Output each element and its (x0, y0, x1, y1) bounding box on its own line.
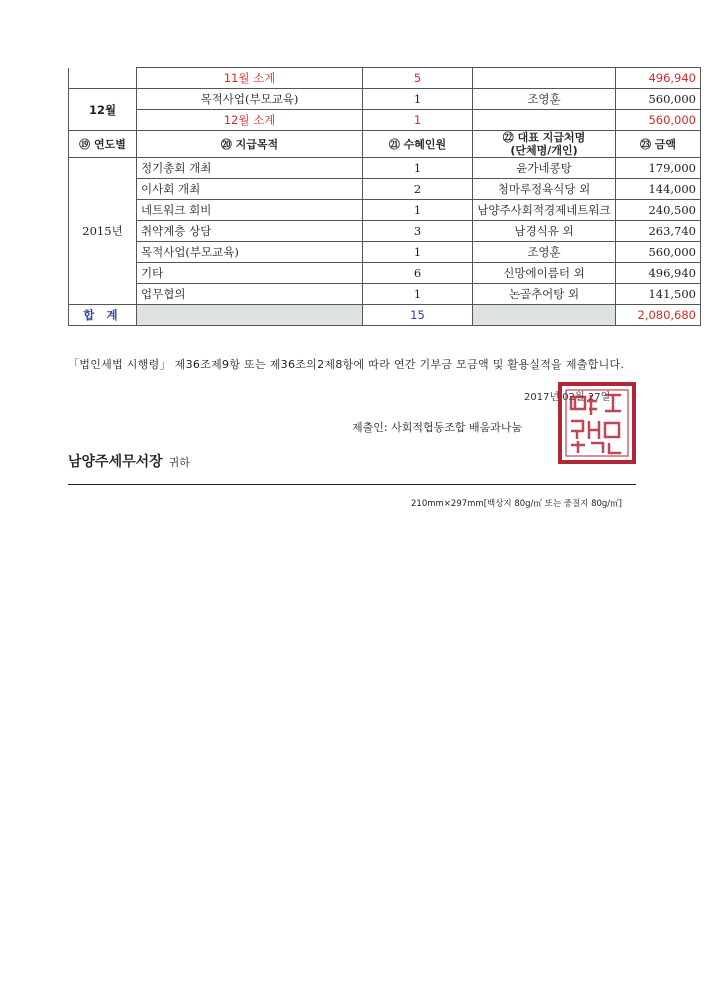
amount-cell: 560,000 (616, 89, 701, 110)
total-shaded-cell (137, 305, 363, 326)
amount-cell: 179,000 (616, 158, 701, 179)
subtotal-label: 12월 소계 (137, 110, 363, 131)
amount-cell: 496,940 (616, 263, 701, 284)
table-row (69, 200, 701, 221)
recipient-suffix: 귀하 (168, 456, 190, 469)
month-cell (69, 68, 137, 89)
seal-glyphs (571, 395, 621, 453)
purpose-cell: 취약계층 상담 (137, 221, 363, 242)
recipient-cell (473, 68, 616, 89)
count-cell: 1 (363, 110, 473, 131)
purpose-cell: 기타 (137, 263, 363, 284)
header-recipient (473, 131, 616, 158)
amount-cell: 141,500 (616, 284, 701, 305)
purpose-cell: 업무협의 (137, 284, 363, 305)
recipient-cell: 조영훈 (473, 242, 616, 263)
header-recipient-line1: ㉒ 대표 지급처명 (502, 131, 586, 144)
table-row (69, 221, 701, 242)
amount-cell: 144,000 (616, 179, 701, 200)
amount-cell: 240,500 (616, 200, 701, 221)
count-cell: 1 (363, 89, 473, 110)
purpose-cell: 정기총회 개최 (137, 158, 363, 179)
table-row (69, 110, 701, 131)
total-shaded-cell (473, 305, 616, 326)
total-row (69, 305, 701, 326)
recipient-cell: 논골추어탕 외 (473, 284, 616, 305)
amount-cell: 560,000 (616, 110, 701, 131)
table-row (69, 179, 701, 200)
recipient-cell: 남양주사회적경제네트워크 (473, 200, 616, 221)
count-cell: 3 (363, 221, 473, 242)
official-seal (557, 381, 637, 465)
recipient-cell: 남경식유 외 (473, 221, 616, 242)
table-row (69, 158, 701, 179)
total-amount: 2,080,680 (616, 305, 701, 326)
recipient-office (68, 451, 190, 471)
purpose-cell: 이사회 개최 (137, 179, 363, 200)
table-row (69, 284, 701, 305)
amount-cell: 496,940 (616, 68, 701, 89)
header-row (69, 131, 701, 158)
paper-spec: 210mm×297mm[백상지 80g/㎡ 또는 중질지 80g/㎡] (411, 499, 622, 509)
count-cell: 1 (363, 200, 473, 221)
count-cell: 1 (363, 158, 473, 179)
month-cell: 12월 (69, 89, 137, 131)
purpose-cell: 목적사업(부모교육) (137, 89, 363, 110)
donation-usage-table (68, 67, 701, 326)
table-row (69, 242, 701, 263)
count-cell: 2 (363, 179, 473, 200)
submitter-name: 제출인: 사회적협동조합 배움과나눔 (352, 421, 523, 434)
header-year: ⑲ 연도별 (69, 131, 137, 158)
header-purpose: ⑳ 지급목적 (137, 131, 363, 158)
recipient-name: 남양주세무서장 (68, 454, 163, 470)
purpose-cell: 목적사업(부모교육) (137, 242, 363, 263)
recipient-cell: 청마루정육식당 외 (473, 179, 616, 200)
table-row (69, 89, 701, 110)
amount-cell: 263,740 (616, 221, 701, 242)
amount-cell: 560,000 (616, 242, 701, 263)
submission-date: 2017년 02월 27일 (524, 392, 611, 403)
divider (68, 484, 636, 485)
seal-border (560, 384, 634, 462)
total-count: 15 (363, 305, 473, 326)
submission-note: 「법인세법 시행령」 제36조제9항 또는 제36조의2제8항에 따라 연간 기부금 모금액 및 활용실적을 제출합니다. (68, 358, 625, 371)
header-recipient-line2: (단체명/개인) (510, 144, 578, 157)
recipient-cell: 윤가네콩탕 (473, 158, 616, 179)
recipient-cell (473, 110, 616, 131)
table-row (69, 68, 701, 89)
purpose-cell: 네트워크 회비 (137, 200, 363, 221)
recipient-cell: 신망에이름터 외 (473, 263, 616, 284)
total-label: 합 계 (69, 305, 137, 326)
table-row (69, 263, 701, 284)
count-cell: 6 (363, 263, 473, 284)
header-amount: ㉓ 금액 (616, 131, 701, 158)
header-count: ㉑ 수혜인원 (363, 131, 473, 158)
count-cell: 1 (363, 284, 473, 305)
count-cell: 5 (363, 68, 473, 89)
year-cell: 2015년 (69, 158, 137, 305)
count-cell: 1 (363, 242, 473, 263)
subtotal-label: 11월 소계 (137, 68, 363, 89)
recipient-cell: 조영훈 (473, 89, 616, 110)
